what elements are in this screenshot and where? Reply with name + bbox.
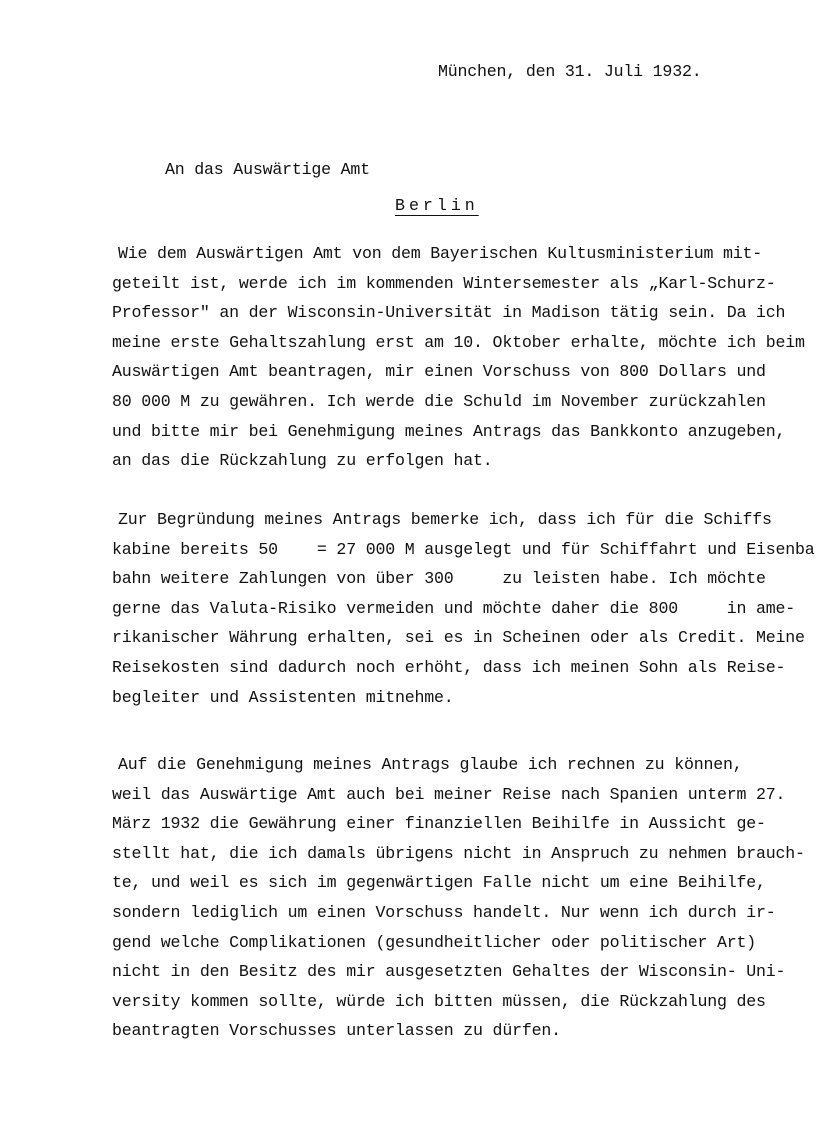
paragraph-1 — [112, 244, 805, 481]
letter-recipient: An das Auswärtige Amt — [165, 160, 370, 179]
recipient-city: Berlin — [395, 196, 479, 215]
text-line: meine erste Gehaltszahlung erst am 10. Oktober erhalte, möchte ich beim — [112, 332, 805, 352]
text-line: beantragten Vorschusses unterlassen zu dürfen. — [112, 1021, 561, 1041]
text-line: Reisekosten sind dadurch noch erhöht, dass ich meinen Sohn als Reise- — [112, 657, 786, 677]
paragraph-3 — [112, 755, 805, 1051]
text-line: begleiter und Assistenten mitnehme. — [112, 687, 454, 707]
text-line: Auswärtigen Amt beantragen, mir einen Vorschuss von 800 Dollars und — [112, 362, 766, 382]
text-line: kabine bereits 50 = 27 000 M ausgelegt und für Schiffahrt und Eisenba — [112, 539, 815, 559]
text-line: März 1932 die Gewährung einer finanziellen Beihilfe in Aussicht ge- — [112, 814, 766, 834]
letter-date: München, den 31. Juli 1932. — [438, 62, 702, 81]
text-line: nicht in den Besitz des mir ausgesetzten Gehaltes der Wisconsin- Uni- — [112, 962, 786, 982]
text-line: sondern lediglich um einen Vorschuss handelt. Nur wenn ich durch ir- — [112, 902, 776, 922]
text-line: Professor" an der Wisconsin-Universität in Madison tätig sein. Da ich — [112, 303, 786, 323]
text-line: und bitte mir bei Genehmigung meines Antrags das Bankkonto anzugeben, — [112, 421, 786, 441]
text-line: stellt hat, die ich damals übrigens nicht in Anspruch zu nehmen brauch- — [112, 843, 805, 863]
text-line: an das die Rückzahlung zu erfolgen hat. — [112, 451, 493, 471]
text-line: geteilt ist, werde ich im kommenden Wintersemester als „Karl-Schurz- — [112, 273, 776, 293]
text-line: Wie dem Auswärtigen Amt von dem Bayerischen Kultusministerium mit- — [118, 244, 763, 263]
text-line: versity kommen sollte, würde ich bitten müssen, die Rückzahlung des — [112, 991, 766, 1011]
text-line: weil das Auswärtige Amt auch bei meiner Reise nach Spanien unterm 27. — [112, 784, 786, 804]
paragraph-2 — [112, 510, 815, 717]
text-line: te, und weil es sich im gegenwärtigen Falle nicht um eine Beihilfe, — [112, 873, 766, 893]
text-line: gerne das Valuta-Risiko vermeiden und möchte daher die 800 in ame- — [112, 598, 796, 618]
text-line: 80 000 M zu gewähren. Ich werde die Schuld im November zurückzahlen — [112, 391, 766, 411]
text-line: Auf die Genehmigung meines Antrags glaube ich rechnen zu können, — [118, 755, 743, 774]
text-line: rikanischer Währung erhalten, sei es in Scheinen oder als Credit. Meine — [112, 628, 805, 648]
text-line: gend welche Complikationen (gesundheitlicher oder politischer Art) — [112, 932, 757, 952]
text-line: bahn weitere Zahlungen von über 300 zu leisten habe. Ich möchte — [112, 569, 766, 589]
text-line: Zur Begründung meines Antrags bemerke ich, dass ich für die Schiffs — [118, 510, 772, 529]
